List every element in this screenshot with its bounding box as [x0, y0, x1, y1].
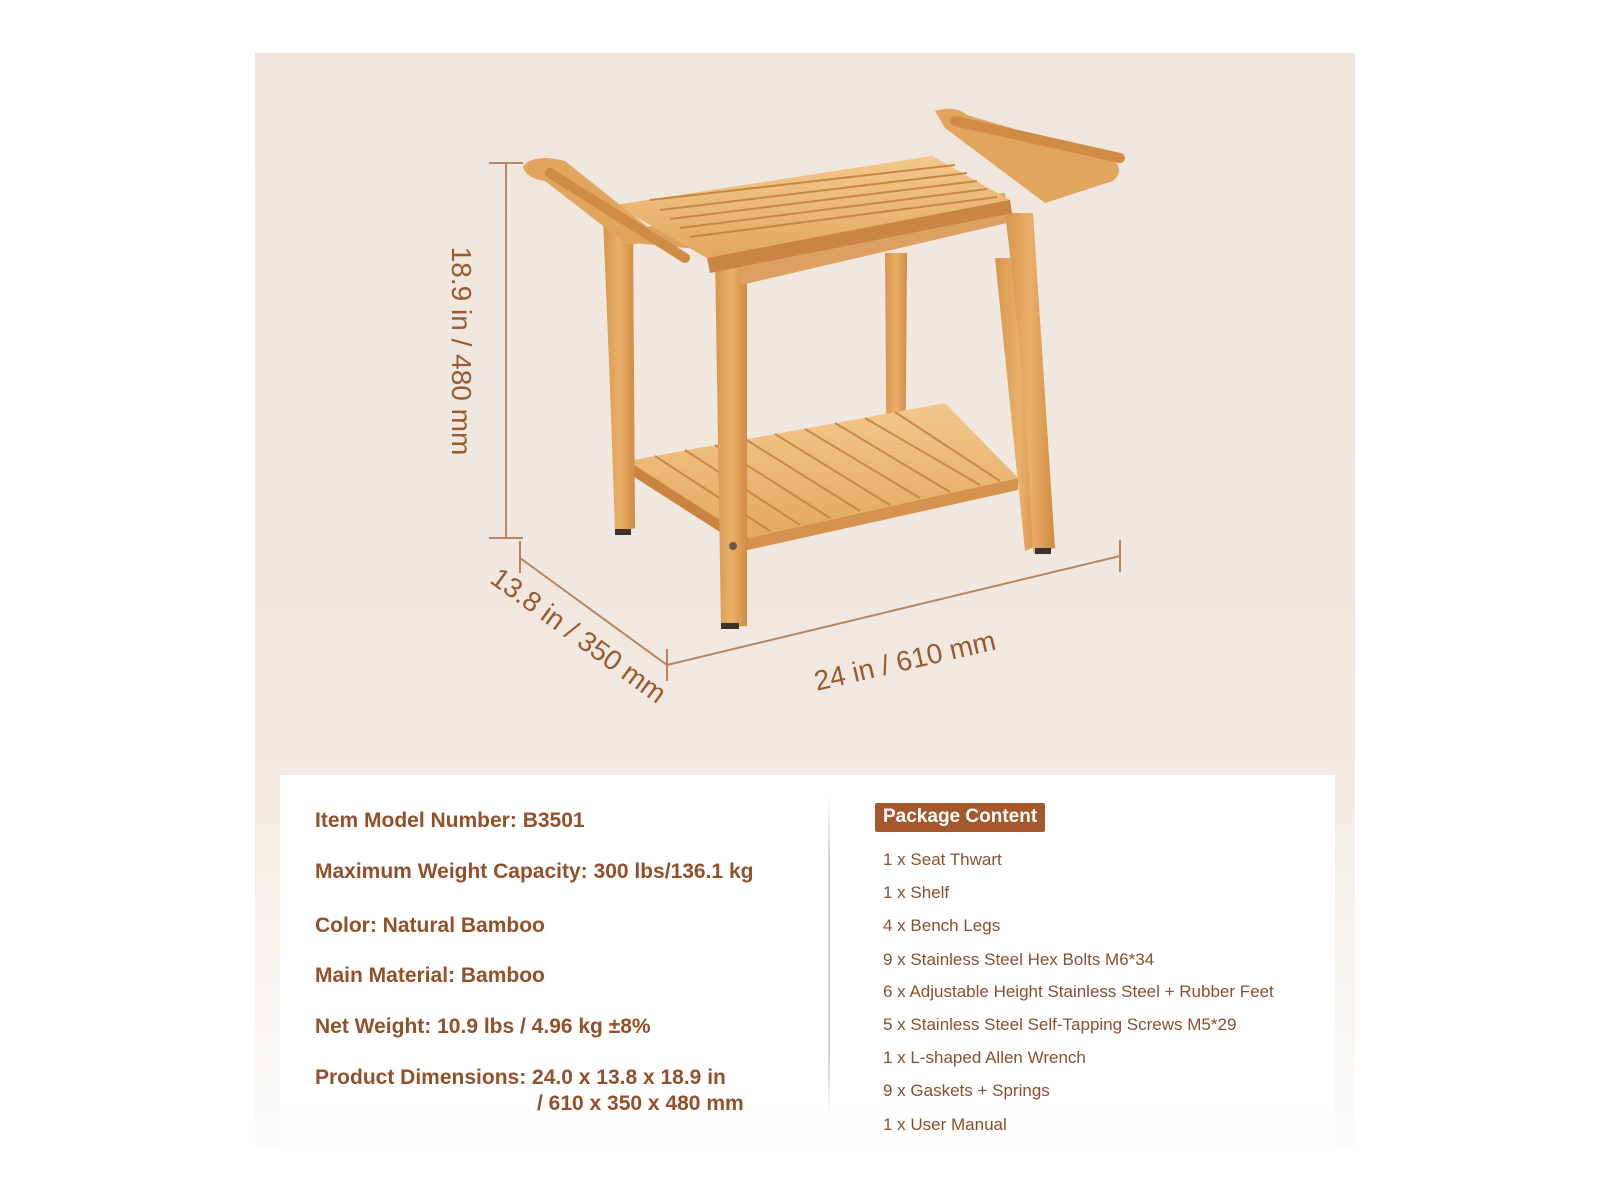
width-dimension-label: 24 in / 610 mm: [811, 624, 999, 697]
depth-dimension-label: 13.8 in / 350 mm: [485, 561, 673, 710]
spec-label: Color:: [315, 914, 377, 937]
bamboo-bench: [523, 109, 1120, 629]
package-item: 9 x Gaskets + Springs: [883, 1081, 1050, 1100]
spec-label: Maximum Weight Capacity:: [315, 860, 588, 883]
package-item: 5 x Stainless Steel Self-Tapping Screws M5*29: [883, 1015, 1237, 1034]
package-item: 1 x User Manual: [883, 1115, 1007, 1134]
spec-product-dimensions: [315, 1066, 726, 1090]
package-item: 9 x Stainless Steel Hex Bolts M6*34: [883, 950, 1155, 969]
package-item: 6 x Adjustable Height Stainless Steel + Rubber Feet: [883, 982, 1274, 1001]
package-item: 1 x Seat Thwart: [883, 850, 1002, 869]
spec-label: Item Model Number:: [315, 809, 517, 832]
spec-value: Bamboo: [460, 964, 545, 987]
spec-weight-capacity: [315, 860, 753, 884]
package-item: 1 x Shelf: [883, 883, 950, 902]
bench-illustration: [255, 53, 1355, 773]
spec-label: Product Dimensions:: [315, 1066, 527, 1089]
spec-model-number: [315, 809, 585, 833]
spec-value: 300 lbs/136.1 kg: [593, 860, 754, 883]
panel-divider: [828, 795, 830, 1120]
spec-value: 10.9 lbs / 4.96 kg ±8%: [437, 1015, 651, 1038]
package-item: 4 x Bench Legs: [883, 916, 1001, 935]
package-item: 1 x L-shaped Allen Wrench: [883, 1048, 1086, 1067]
spec-value: Natural Bamboo: [382, 914, 545, 937]
spec-label: Net Weight:: [315, 1015, 432, 1038]
package-content-badge: Package Content: [875, 803, 1045, 832]
spec-value: 24.0 x 13.8 x 18.9 in: [532, 1066, 726, 1089]
spec-value: B3501: [522, 809, 585, 832]
spec-color: [315, 914, 545, 938]
height-dimension-line: [489, 163, 523, 538]
spec-dimensions-metric: / 610 x 350 x 480 mm: [537, 1092, 744, 1115]
spec-label: Main Material:: [315, 964, 456, 987]
spec-net-weight: [315, 1015, 651, 1039]
spec-main-material: [315, 964, 545, 988]
specs-panel: [280, 775, 1335, 1155]
height-dimension-label: 18.9 in / 480 mm: [446, 246, 477, 456]
